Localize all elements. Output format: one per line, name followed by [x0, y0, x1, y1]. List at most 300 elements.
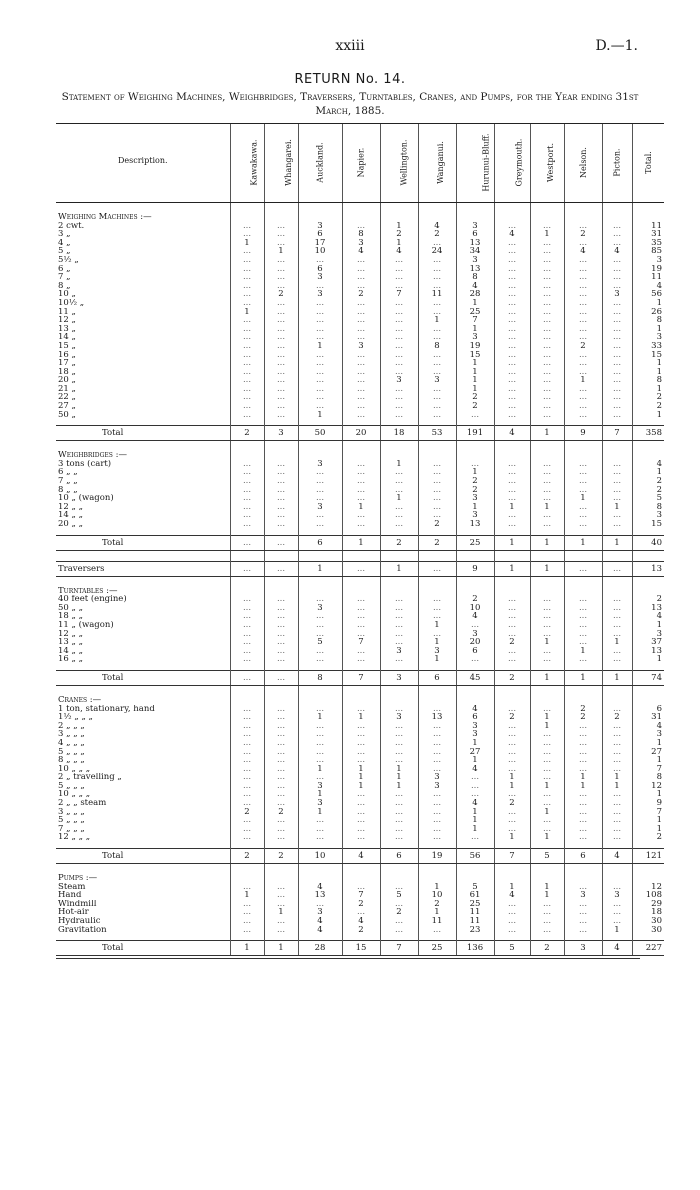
cell-value: 1 [456, 503, 494, 512]
cell-value: ... [264, 816, 298, 825]
cell-value: 15 [456, 351, 494, 360]
cell-value: 1 [530, 883, 564, 892]
cell-value: 3 [602, 290, 632, 299]
cell-value: ... [494, 808, 530, 817]
cell-value: 5 [530, 849, 564, 864]
cell-value: 5 [380, 891, 418, 900]
cell-value: ... [564, 908, 602, 917]
cell-value: 11 [456, 908, 494, 917]
cell-value: ... [564, 222, 602, 231]
cell-value: ... [530, 333, 564, 342]
cell-value: ... [298, 647, 342, 656]
cell-value: ... [380, 316, 418, 325]
cell-value: 1 [418, 655, 456, 664]
cell-value: 9 [456, 561, 494, 576]
spacer-row [56, 864, 664, 875]
cell-value: ... [456, 460, 494, 469]
cell-value: ... [230, 730, 264, 739]
spacer-row [56, 203, 664, 214]
cell-value: ... [264, 385, 298, 394]
cell-value: ... [494, 900, 530, 909]
cell-value: ... [298, 316, 342, 325]
cell-value: ... [298, 705, 342, 714]
row-label: Weighing Machines :— [58, 213, 152, 222]
table-row [56, 739, 664, 748]
cell-value: ... [230, 316, 264, 325]
cell-value: ... [418, 790, 456, 799]
cell-value: ... [530, 900, 564, 909]
cell-value: ... [264, 748, 298, 757]
cell-value: ... [494, 756, 530, 765]
cell-value: ... [564, 265, 602, 274]
cell-value: ... [530, 520, 564, 529]
cell-value: ... [418, 705, 456, 714]
col-header-auckland: Auckland. [298, 124, 342, 203]
cell-value: 10 [298, 247, 342, 256]
cell-value [564, 213, 602, 222]
cell-value: 6 [418, 670, 456, 685]
cell-value: ... [264, 325, 298, 334]
table-end-rule [56, 958, 640, 959]
cell-value [380, 451, 418, 460]
row-label: 10 „ „ „ [58, 790, 91, 800]
cell-value: ... [298, 816, 342, 825]
cell-value: ... [342, 376, 380, 385]
cell-value: ... [564, 460, 602, 469]
row-label: 8 „ „ „ [58, 756, 85, 765]
cell-value: ... [418, 748, 456, 757]
cell-value: ... [494, 477, 530, 486]
table-row [56, 630, 664, 639]
cell-value: ... [230, 765, 264, 774]
row-label: 10 „ (wagon) [58, 494, 114, 503]
cell-value: ... [264, 825, 298, 834]
cell-value: 1 [530, 782, 564, 791]
row-label: 7 „ [58, 273, 71, 282]
page-number: xxiii [335, 38, 365, 54]
cell-value: 3 [456, 256, 494, 265]
cell-value: ... [264, 511, 298, 520]
cell-value: ... [530, 908, 564, 917]
cell-value: ... [564, 595, 602, 604]
cell-value: 2 [380, 535, 418, 550]
cell-value: 1 [456, 359, 494, 368]
cell-value: ... [494, 494, 530, 503]
cell-value: ... [230, 612, 264, 621]
cell-value: ... [530, 282, 564, 291]
cell-value: ... [380, 256, 418, 265]
cell-value: ... [494, 308, 530, 317]
cell-value: ... [494, 282, 530, 291]
cell-value: 1 [494, 833, 530, 842]
table-row [56, 402, 664, 411]
cell-value: 8 [632, 503, 664, 512]
cell-value: ... [230, 385, 264, 394]
cell-value: 1 [418, 883, 456, 892]
cell-value: ... [264, 799, 298, 808]
cell-value: 3 [298, 604, 342, 613]
cell-value: ... [264, 535, 298, 550]
cell-value: ... [342, 222, 380, 231]
col-header-greymouth: Greymouth. [494, 124, 530, 203]
cell-value: ... [264, 299, 298, 308]
cell-value: 3 [456, 333, 494, 342]
cell-value: ... [564, 308, 602, 317]
cell-value: ... [380, 825, 418, 834]
cell-value: ... [494, 595, 530, 604]
cell-value: ... [530, 316, 564, 325]
spacer-row [56, 550, 664, 561]
cell-value: 1 [456, 325, 494, 334]
cell-value: ... [494, 621, 530, 630]
cell-value: ... [602, 486, 632, 495]
cell-value: ... [342, 299, 380, 308]
cell-value: ... [602, 477, 632, 486]
cell-value: 4 [602, 247, 632, 256]
cell-value: 1 [632, 368, 664, 377]
cell-value: ... [564, 630, 602, 639]
cell-value: ... [380, 342, 418, 351]
cell-value: ... [530, 411, 564, 420]
cell-value: ... [418, 494, 456, 503]
cell-value: ... [230, 273, 264, 282]
cell-value: 25 [456, 535, 494, 550]
cell-value: 1 [530, 722, 564, 731]
row-label: 20 „ [58, 376, 76, 385]
cell-value: ... [602, 604, 632, 613]
cell-value: ... [418, 799, 456, 808]
cell-value: ... [494, 765, 530, 774]
cell-value [230, 213, 264, 222]
cell-value: ... [418, 630, 456, 639]
row-label: Total [56, 941, 230, 956]
cell-value: ... [380, 385, 418, 394]
cell-value: ... [380, 816, 418, 825]
cell-value [230, 874, 264, 883]
cell-value: 3 [418, 773, 456, 782]
cell-value: ... [342, 883, 380, 892]
cell-value: 1 [632, 655, 664, 664]
cell-value: ... [494, 273, 530, 282]
cell-value: 28 [456, 290, 494, 299]
cell-value: ... [380, 486, 418, 495]
cell-value: ... [564, 604, 602, 613]
cell-value: ... [564, 239, 602, 248]
cell-value [342, 213, 380, 222]
cell-value: 7 [602, 426, 632, 441]
table-row [56, 713, 664, 722]
cell-value: ... [264, 621, 298, 630]
cell-value: ... [298, 722, 342, 731]
cell-value: ... [298, 900, 342, 909]
cell-value: 1 [564, 494, 602, 503]
cell-value: 1 [456, 368, 494, 377]
cell-value: ... [530, 511, 564, 520]
cell-value: 4 [456, 705, 494, 714]
cell-value: ... [380, 402, 418, 411]
cell-value: 19 [418, 849, 456, 864]
cell-value: ... [530, 385, 564, 394]
cell-value: ... [564, 917, 602, 926]
cell-value: 2 [264, 849, 298, 864]
cell-value: ... [494, 917, 530, 926]
cell-value: ... [380, 612, 418, 621]
cell-value: 1 [380, 561, 418, 576]
cell-value: 8 [456, 273, 494, 282]
cell-value: 61 [456, 891, 494, 900]
cell-value: 3 [380, 376, 418, 385]
cell-value [632, 696, 664, 705]
cell-value: ... [418, 393, 456, 402]
cell-value: 25 [456, 308, 494, 317]
cell-value: ... [602, 621, 632, 630]
cell-value: 2 [264, 808, 298, 817]
cell-value: ... [602, 325, 632, 334]
cell-value: ... [264, 402, 298, 411]
cell-value: ... [230, 833, 264, 842]
cell-value: 2 [602, 713, 632, 722]
cell-value: ... [342, 595, 380, 604]
cell-value: ... [530, 402, 564, 411]
table-row [56, 222, 664, 231]
cell-value: ... [418, 595, 456, 604]
cell-value: ... [418, 730, 456, 739]
cell-value: 4 [494, 891, 530, 900]
cell-value: ... [494, 351, 530, 360]
cell-value: ... [298, 730, 342, 739]
cell-value: ... [264, 765, 298, 774]
cell-value: ... [380, 308, 418, 317]
cell-value: 3 [632, 256, 664, 265]
table-row [56, 511, 664, 520]
table-row [56, 638, 664, 647]
cell-value: 1 [230, 239, 264, 248]
cell-value: 3 [456, 511, 494, 520]
cell-value: 3 [298, 782, 342, 791]
cell-value: 2 [564, 705, 602, 714]
cell-value: 3 [298, 460, 342, 469]
cell-value: 3 [342, 239, 380, 248]
cell-value: ... [298, 612, 342, 621]
cell-value [342, 451, 380, 460]
cell-value: ... [530, 647, 564, 656]
cell-value: ... [564, 883, 602, 892]
cell-value: ... [530, 730, 564, 739]
cell-value: ... [602, 468, 632, 477]
cell-value: ... [342, 739, 380, 748]
row-label: 4 „ „ „ [58, 738, 85, 748]
cell-value: ... [380, 359, 418, 368]
cell-value [264, 213, 298, 222]
cell-value: ... [380, 748, 418, 757]
cell-value [602, 587, 632, 596]
cell-value: ... [264, 359, 298, 368]
row-label: 6 „ „ [58, 468, 78, 478]
col-header-hurunuibluff: Hurunui-Bluff. [456, 124, 494, 203]
cell-value: 7 [632, 765, 664, 774]
cell-value: ... [264, 782, 298, 791]
cell-value: 35 [632, 239, 664, 248]
cell-value: ... [530, 359, 564, 368]
cell-value: ... [230, 325, 264, 334]
cell-value: ... [564, 511, 602, 520]
cell-value: ... [264, 630, 298, 639]
cell-value: 7 [342, 891, 380, 900]
cell-value: 1 [632, 359, 664, 368]
cell-value: 2 [342, 290, 380, 299]
cell-value: 4 [564, 247, 602, 256]
cell-value: 1 [298, 411, 342, 420]
cell-value: ... [530, 247, 564, 256]
cell-value: ... [380, 722, 418, 731]
cell-value: 1 [530, 638, 564, 647]
cell-value: 3 [456, 494, 494, 503]
cell-value: ... [418, 808, 456, 817]
cell-value: ... [230, 900, 264, 909]
cell-value: 7 [342, 670, 380, 685]
cell-value: ... [602, 595, 632, 604]
cell-value: 11 [632, 222, 664, 231]
table-row [56, 385, 664, 394]
cell-value: 4 [418, 222, 456, 231]
table-row [56, 316, 664, 325]
cell-value: ... [602, 883, 632, 892]
cell-value: 7 [342, 638, 380, 647]
cell-value: 4 [632, 282, 664, 291]
cell-value: ... [380, 282, 418, 291]
cell-value: ... [602, 730, 632, 739]
cell-value: ... [298, 359, 342, 368]
cell-value: ... [418, 265, 456, 274]
cell-value: 2 [564, 713, 602, 722]
cell-value: 1 [494, 782, 530, 791]
cell-value: ... [380, 739, 418, 748]
row-label: Total [56, 426, 230, 441]
cell-value: ... [342, 477, 380, 486]
cell-value: ... [264, 756, 298, 765]
cell-value: 7 [632, 808, 664, 817]
cell-value: ... [602, 647, 632, 656]
cell-value: ... [264, 494, 298, 503]
cell-value: ... [564, 351, 602, 360]
cell-value: ... [494, 748, 530, 757]
cell-value: 1 [380, 773, 418, 782]
cell-value: ... [564, 393, 602, 402]
cell-value: 1 [632, 756, 664, 765]
cell-value: ... [602, 393, 632, 402]
cell-value: 8 [342, 230, 380, 239]
cell-value: ... [418, 722, 456, 731]
cell-value: ... [342, 730, 380, 739]
cell-value: ... [264, 773, 298, 782]
table-row [56, 256, 664, 265]
cell-value: 3 [456, 722, 494, 731]
cell-value: ... [418, 511, 456, 520]
cell-value: ... [494, 265, 530, 274]
cell-value: 1 [530, 561, 564, 576]
cell-value: ... [342, 833, 380, 842]
cell-value: 3 [418, 647, 456, 656]
cell-value: ... [418, 468, 456, 477]
cell-value: 1 [530, 833, 564, 842]
table-row [56, 325, 664, 334]
cell-value: ... [298, 748, 342, 757]
cell-value: ... [418, 299, 456, 308]
table-row [56, 773, 664, 782]
cell-value: ... [418, 503, 456, 512]
cell-value [380, 587, 418, 596]
cell-value [298, 587, 342, 596]
cell-value: 5 [632, 494, 664, 503]
cell-value: ... [418, 359, 456, 368]
cell-value: ... [342, 655, 380, 664]
cell-value: 3 [342, 342, 380, 351]
table-row [56, 247, 664, 256]
cell-value: 3 [380, 713, 418, 722]
row-label: 3 „ [58, 230, 71, 239]
cell-value: ... [564, 621, 602, 630]
cell-value [494, 696, 530, 705]
cell-value: 6 [298, 230, 342, 239]
cell-value: 3 [298, 503, 342, 512]
cell-value: 2 [494, 670, 530, 685]
cell-value: ... [602, 561, 632, 576]
cell-value: ... [230, 468, 264, 477]
cell-value: ... [564, 333, 602, 342]
row-label: 6 „ [58, 264, 71, 274]
cell-value: ... [264, 520, 298, 529]
row-label: 50 „ „ [58, 603, 84, 613]
cell-value: 3 [418, 376, 456, 385]
cell-value [632, 451, 664, 460]
cell-value: ... [264, 705, 298, 714]
cell-value: ... [564, 765, 602, 774]
cell-value: 1 [456, 816, 494, 825]
cell-value: ... [456, 621, 494, 630]
cell-value: ... [342, 520, 380, 529]
cell-value: 2 [564, 342, 602, 351]
cell-value: 1 [380, 782, 418, 791]
cell-value: ... [230, 790, 264, 799]
table-row [56, 299, 664, 308]
cell-value: 1 [230, 308, 264, 317]
cell-value: ... [602, 308, 632, 317]
cell-value: 2 [632, 393, 664, 402]
cell-value: ... [264, 647, 298, 656]
cell-value: 1 [632, 739, 664, 748]
row-label: 14 „ [58, 333, 76, 342]
cell-value: ... [602, 342, 632, 351]
col-header-wanganui: Wanganui. [418, 124, 456, 203]
cell-value: 5 [456, 883, 494, 892]
cell-value: ... [494, 333, 530, 342]
cell-value: ... [530, 290, 564, 299]
cell-value: 4 [342, 917, 380, 926]
row-label: 3 tons (cart) [58, 459, 112, 469]
cell-value: ... [418, 612, 456, 621]
cell-value: 10 [456, 604, 494, 613]
cell-value: ... [342, 612, 380, 621]
row-label: 11 „ (wagon) [58, 620, 114, 630]
cell-value: ... [418, 273, 456, 282]
cell-value: ... [602, 511, 632, 520]
cell-value: 1 [530, 808, 564, 817]
cell-value: ... [264, 604, 298, 613]
cell-value: ... [494, 908, 530, 917]
cell-value: 1 [530, 713, 564, 722]
cell-value: 2 [494, 799, 530, 808]
cell-value: 25 [456, 900, 494, 909]
